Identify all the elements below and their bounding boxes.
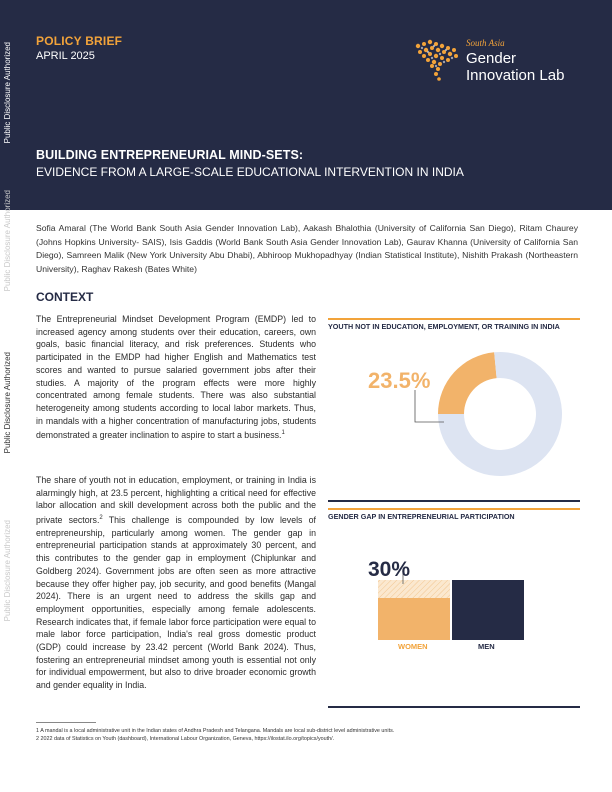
figure-1-bottom-rule: [328, 500, 580, 502]
context-paragraph-2: [36, 474, 316, 692]
footnote-ref-2: 2: [99, 515, 103, 522]
section-heading-context: CONTEXT: [36, 290, 94, 304]
watermark-2: Public Disclosure Authorized: [3, 190, 12, 292]
figure-2-top-rule: [328, 508, 580, 510]
watermark-4: Public Disclosure Authorized: [3, 520, 12, 622]
watermark-3: Public Disclosure Authorized: [3, 352, 12, 454]
figure-1-top-rule: [328, 318, 580, 320]
bar-gap-segment: [378, 580, 450, 598]
bar-women: [378, 598, 450, 640]
bar-label-men: MEN: [478, 642, 495, 651]
logo: [410, 30, 590, 90]
donut-slice-0: [438, 352, 497, 414]
bar-label-women: WOMEN: [398, 642, 428, 651]
figure-2-title: GENDER GAP IN ENTREPRENEURIAL PARTICIPATION: [328, 512, 515, 521]
figure-2-bottom-rule: [328, 706, 580, 708]
footnote-rule: [36, 722, 96, 723]
context-paragraph-2-text-b: This challenge is compounded by low levels of entrepreneurship, particularly among women. The gender gap in entrepreneurial participation stands at approximately 30 percent, and this contributes to the gender gap in employment (Chiplunkar and Goldberg 2024). Government jobs are often seen as more attractive because they offer higher pay, job security, and good benefits (Mangal 2024). There is an urgent need to address the skills gap and employment opportunities, especially among female adolescents. Research indicates that, if female labor force participation were equal to male labor force participation, India's real gross domestic product (GDP) could increase by 23.42 percent (World Bank 2024). Thus, fostering an entrepreneurial mindset among youth is essential not only for individual empowerment, but also to drive broader economic growth and gender equality in India.: [36, 515, 316, 691]
context-paragraph-1-text: The Entrepreneurial Mindset Development Program (EMDP) led to increased agency among students over their education, careers, own goals, basic financial literacy, and risk preferences. Students who participated in the EMDP had higher English and Mathematics test scores and wanted to pursue salaried government jobs after their studies. A majority of the program effects were more highly concentrated among female students. There was also substantial heterogeneity among students according to local labor markets. Thus, in mandals with a higher concentration of manufacturing jobs, students demonstrated a greater inclination to aspire to start a business.: [36, 314, 316, 441]
donut-data-label: 23.5%: [368, 368, 431, 393]
logo-line-1: Gender: [466, 50, 517, 67]
footnote-2: 2 2022 data of Statistics on Youth (dashboard), International Labour Organization, Geneva, https://ilostat.ilo.org/topics/youth/.: [36, 736, 335, 742]
figure-1-title: YOUTH NOT IN EDUCATION, EMPLOYMENT, OR TRAINING IN INDIA: [328, 322, 560, 331]
bar-men: [452, 580, 524, 640]
brief-date: APRIL 2025: [36, 50, 95, 62]
footnote-1: 1 A mandal is a local administrative unit in the Indian states of Andhra Pradesh and Telangana. Mandals are local sub-district level administrative units.: [36, 728, 395, 734]
context-paragraph-1: [36, 313, 316, 442]
brief-title: BUILDING ENTREPRENEURIAL MIND-SETS:: [36, 148, 304, 162]
logo-subtitle: South Asia: [466, 38, 505, 48]
watermark-1: Public Disclosure Authorized: [3, 42, 12, 144]
authors-list: Sofia Amaral (The World Bank South Asia Gender Innovation Lab), Aakash Bhalothia (University of California San Diego), Ritam Chaurey (Johns Hopkins University- SAIS), Isis Gaddis (World Bank South Asia Gender Innovation Lab), Gaurav Khanna (University of California San Diego), Samreen Malik (New York University Abu Dhabi), Abhiroop Mukhopadhyay (Indian Statistical Institute), Nishith Prakash (Northeastern University), Raghav Rakesh (Bates White): [36, 223, 578, 274]
brief-subtitle: EVIDENCE FROM A LARGE-SCALE EDUCATIONAL INTERVENTION IN INDIA: [36, 165, 464, 179]
bar-data-label: 30%: [368, 558, 411, 581]
logo-line-2: Innovation Lab: [466, 67, 565, 84]
south-asia-map-icon: [410, 36, 462, 84]
brief-label: POLICY BRIEF: [36, 34, 123, 48]
context-paragraph-2-text-a: The share of youth not in education, employment, or training in India is alarmingly high, at 23.5 percent, highlighting a critical need for effective labor allocation and skill development across both the public and the private sectors.: [36, 475, 316, 526]
footnotes: [36, 727, 596, 743]
footnote-ref-1: 1: [281, 430, 285, 437]
